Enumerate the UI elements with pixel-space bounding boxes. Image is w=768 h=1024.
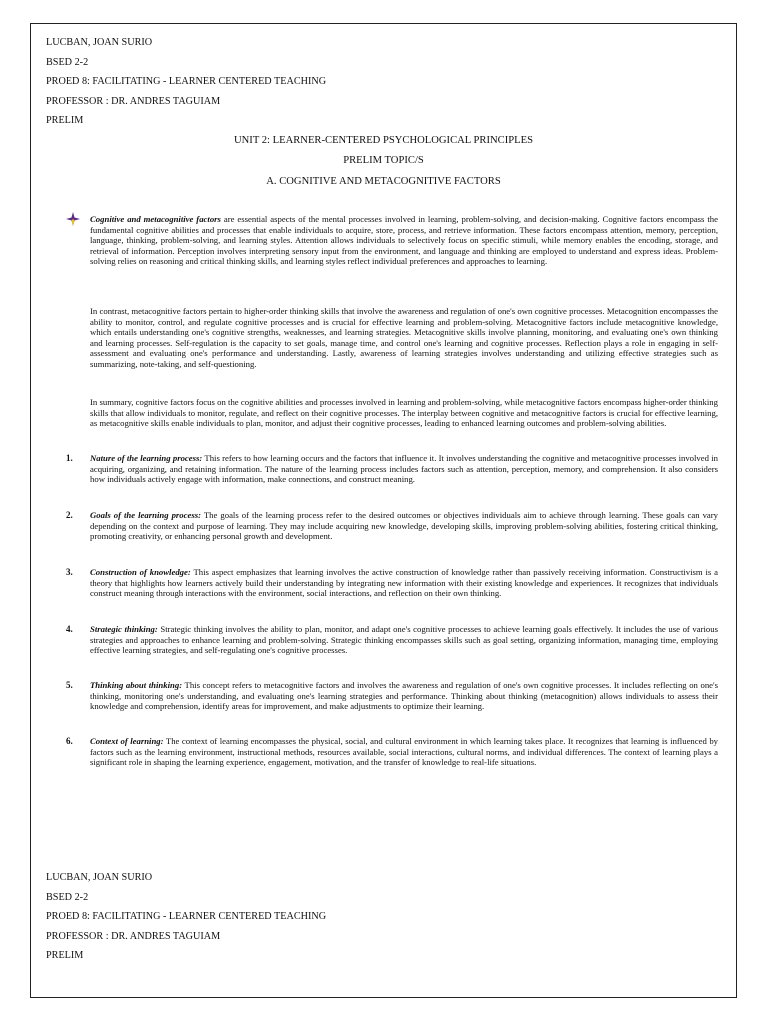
item-text: Strategic thinking involves the ability to plan, monitor, and adapt one's cognitive processes to achieve learning goals effectively. It includes the use of various strategies and approaches to enhance learning and problem-solving. Strategic thinking encompasses skills such as goal setting, organizing information, managing time, employing effective learning strategies, and self-regulating one's cognitive processes.	[90, 624, 718, 656]
item-title: Nature of the learning process:	[90, 453, 203, 463]
professor-name: PROFESSOR : DR. ANDRES TAGUIAM	[46, 931, 221, 942]
intro-lead: Cognitive and metacognitive factors	[90, 214, 221, 224]
item-number: 3.	[66, 567, 73, 577]
intro-paragraph-3: In summary, cognitive factors focus on the cognitive abilities and processes involved in learning and problem-solving, while metacognitive factors encompass higher-order thinking skills that allow individuals to monitor, regulate, and reflect on their cognitive processes. The interplay between cognitive and metacognitive factors is crucial for effective learning, as metacognitive skills enable individuals to plan, monitor, and adjust their cognitive processes, leading to enhanced learning outcomes and problem-solving abilities.	[90, 397, 718, 429]
item-text: The goals of the learning process refer to the desired outcomes or objectives individuals aim to achieve through learning. These goals can vary depending on the context and purpose of learning. They may include acquiring new knowledge, developing skills, improving problem-solving abilities, fostering critical thinking, promoting creativity, or enhancing personal growth and development.	[90, 510, 719, 542]
intro-paragraph-1	[90, 214, 718, 267]
professor-name: PROFESSOR : DR. ANDRES TAGUIAM	[46, 96, 221, 107]
list-item	[90, 510, 718, 542]
item-number: 4.	[66, 624, 73, 634]
star-bullet-icon	[66, 212, 80, 226]
list-item	[90, 567, 718, 599]
list-item	[90, 736, 718, 768]
course-title: PROED 8: FACILITATING - LEARNER CENTERED TEACHING	[46, 911, 327, 922]
student-section: BSED 2-2	[46, 892, 89, 903]
list-item	[90, 453, 718, 485]
student-name: LUCBAN, JOAN SURIO	[46, 37, 153, 48]
subtopic-title: A. COGNITIVE AND METACOGNITIVE FACTORS	[266, 176, 501, 187]
term-label: PRELIM	[46, 950, 84, 961]
item-title: Context of learning:	[90, 736, 164, 746]
item-title: Goals of the learning process:	[90, 510, 202, 520]
item-number: 2.	[66, 510, 73, 520]
list-item	[90, 680, 718, 712]
item-number: 6.	[66, 736, 73, 746]
topic-title: PRELIM TOPIC/S	[343, 155, 424, 166]
item-title: Strategic thinking:	[90, 624, 158, 634]
item-title: Construction of knowledge:	[90, 567, 191, 577]
intro-paragraph-2: In contrast, metacognitive factors pertain to higher-order thinking skills that involve the awareness and regulation of one's own cognitive processes. Metacognition encompasses the ability to monitor, control, and regulate cognitive processes and is crucial for effective learning and problem-solving. Metacognitive factors include metacognitive knowledge, which entails understanding one's cognitive strengths, weaknesses, and learning strategies. Metacognitive skills involve planning, monitoring, and evaluating one's own thinking and learning processes. Self-regulation is the capacity to set goals, manage time, and control one's learning and cognitive processes. Reflection plays a role in engaging in self-assessment and evaluating one's performance and understanding. Lastly, awareness of learning strategies involves understanding and utilizing effective strategies such as summarizing, note-taking, and self-questioning.	[90, 306, 718, 369]
intro-p1-text: are essential aspects of the mental processes involved in learning, problem-solving, and decision-making. Cognitive factors encompass the fundamental cognitive abilities and processes that enable individuals to acquire, store, process, and retrieve information. These factors encompass attention, memory, perception, language, thinking, problem-solving, and learning styles. Attention allows individuals to selectively focus on specific stimuli, while memory enables the encoding, storage, and retrieval of information. Perception involves interpreting sensory input from the environment, and language and thinking are employed to understand and express ideas. Problem-solving relies on reasoning and critical thinking skills, and learning styles reflect individual preferences and approaches to learning.	[90, 214, 718, 267]
item-number: 5.	[66, 680, 73, 690]
item-number: 1.	[66, 453, 73, 463]
item-text: The context of learning encompasses the physical, social, and cultural environment in which learning takes place. It recognizes that learning is influenced by factors such as the learning environment, instructional methods, resources available, social interactions, cultural norms, and individual differences. The context of learning plays a significant role in shaping the learning experience, engagement, motivation, and the transfer of knowledge to real-life situations.	[90, 736, 719, 768]
item-text: This aspect emphasizes that learning involves the active construction of knowledge rather than passively receiving information. Constructivism is a theory that highlights how learners actively build their understanding by integrating new information with their existing knowledge and experiences. It recognizes that individuals construct meaning through interactions with the environment, social interactions, and reflection on their own thinking.	[90, 567, 718, 599]
student-name: LUCBAN, JOAN SURIO	[46, 872, 153, 883]
item-text: This refers to how learning occurs and the factors that influence it. It involves understanding the cognitive and metacognitive processes involved in acquiring, organizing, and retaining information. The nature of the learning process includes factors such as attention, perception, memory, and comprehension. It also considers how individuals actively engage with information, make connections, and construct meaning.	[90, 453, 718, 485]
student-section: BSED 2-2	[46, 57, 89, 68]
term-label: PRELIM	[46, 115, 84, 126]
unit-title: UNIT 2: LEARNER-CENTERED PSYCHOLOGICAL PRINCIPLES	[234, 135, 533, 146]
list-item	[90, 624, 718, 656]
item-title: Thinking about thinking:	[90, 680, 183, 690]
item-text: This concept refers to metacognitive factors and involves the awareness and regulation of one's own cognitive processes. It includes reflecting on one's thinking, monitoring one's understanding, and evaluating one's learning strategies and performance. Thinking about thinking (metacognition) allows individuals to assess their knowledge and comprehension, identify areas for improvement, and make adjustments to optimize their learning.	[90, 680, 718, 712]
course-title: PROED 8: FACILITATING - LEARNER CENTERED TEACHING	[46, 76, 327, 87]
